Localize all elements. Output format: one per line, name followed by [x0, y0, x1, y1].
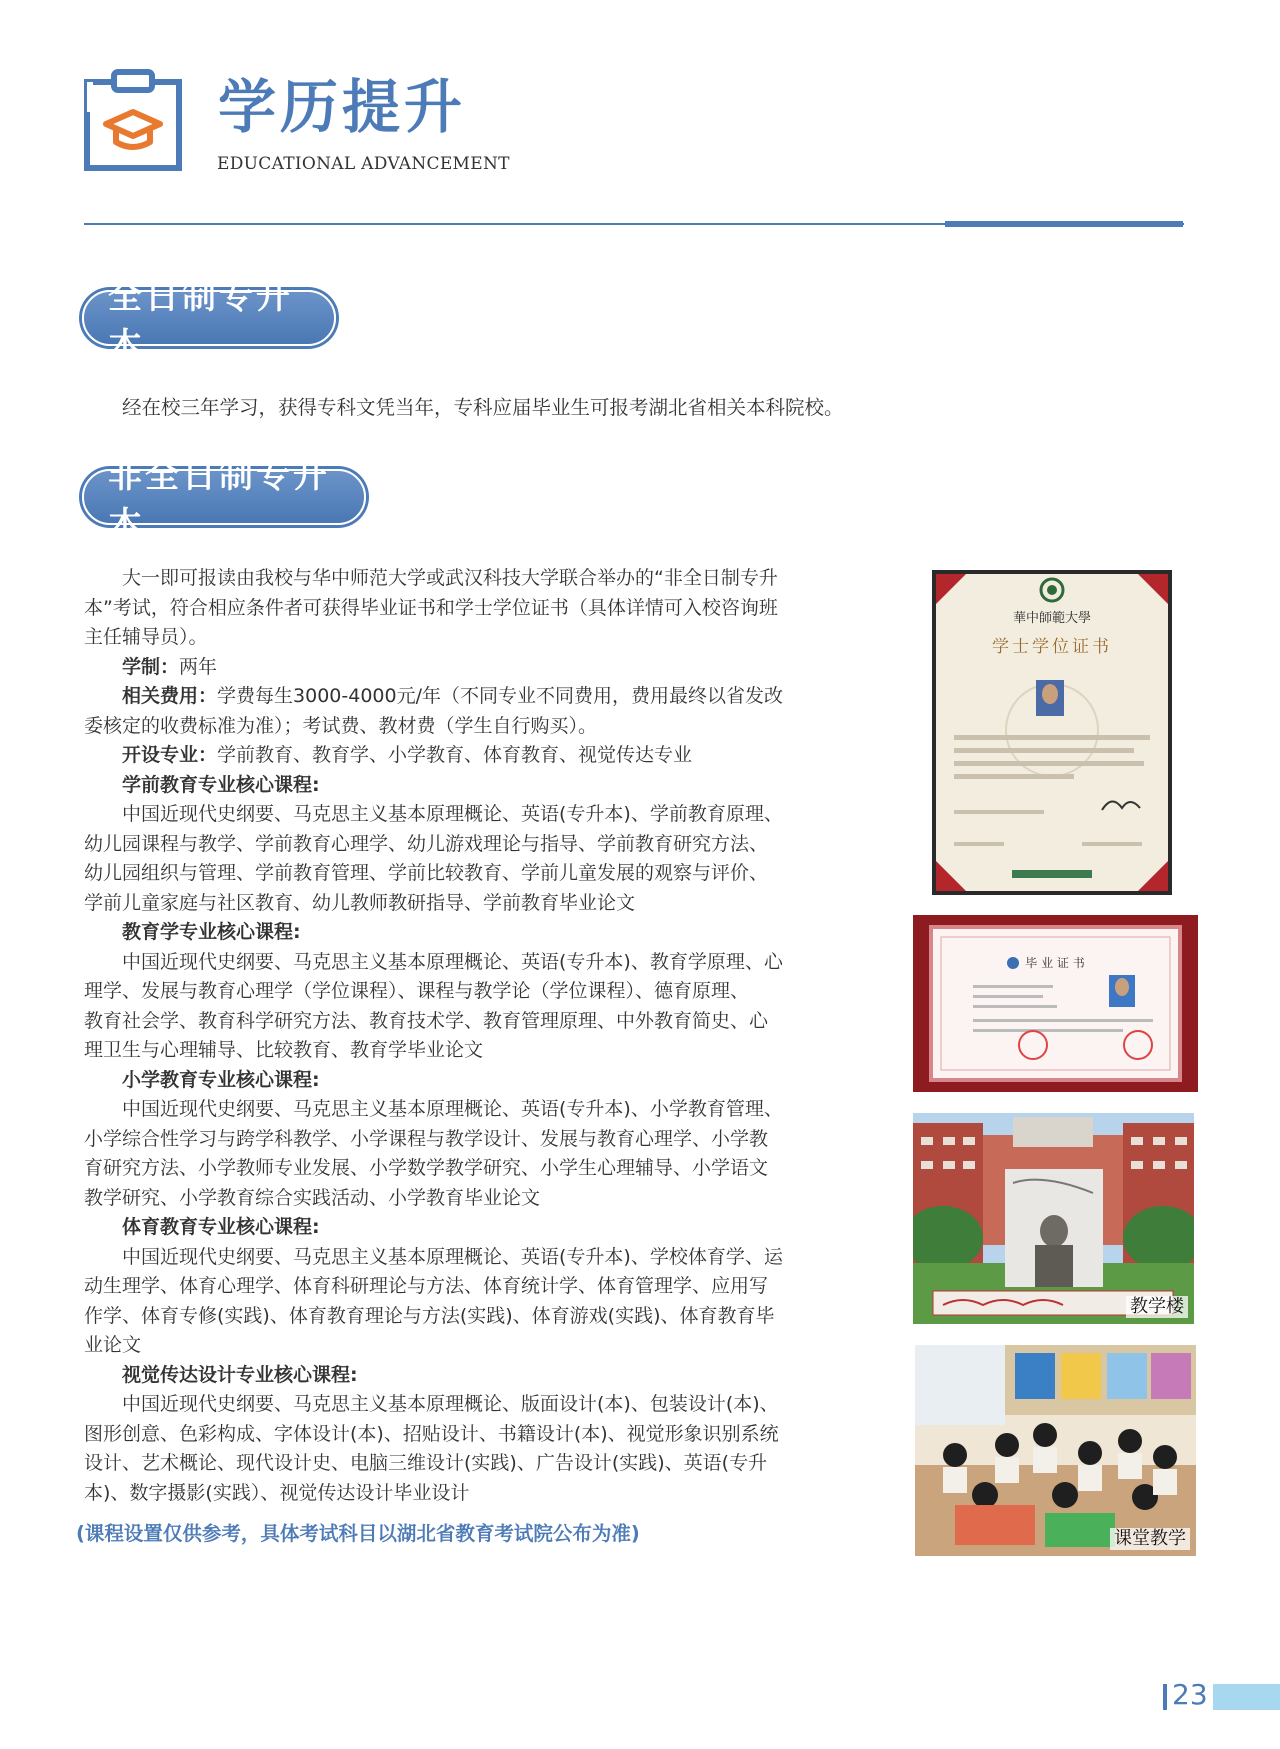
page-title: 学历提升 — [218, 73, 467, 141]
classroom-teaching-photo — [915, 1345, 1196, 1556]
duration-label: 学制： — [122, 655, 180, 678]
course-line: 动生理学、体育心理学、体育科研理论与方法、体育统计学、体育管理学、应用写 — [84, 1275, 769, 1297]
cert2-title: 毕 业 证 书 — [1025, 956, 1085, 970]
course-line: 教学研究、小学教育综合实践活动、小学教育毕业论文 — [84, 1186, 541, 1209]
page-number-bar — [1163, 1684, 1167, 1710]
course-line: 中国近现代史纲要、马克思主义基本原理概论、英语(专升本)、学前教育原理、 — [122, 803, 783, 825]
course-line: 本)、数字摄影(实践）、视觉传达设计毕业设计 — [84, 1481, 470, 1504]
course-heading: 小学教育专业核心课程: — [122, 1068, 320, 1091]
fee-row — [122, 682, 918, 712]
course-line: 幼儿园组织与管理、学前教育管理、学前比较教育、学前儿童发展的观察与评价、 — [84, 862, 769, 884]
course-heading: 教育学专业核心课程: — [122, 921, 301, 943]
header-divider-accent — [945, 221, 1183, 227]
course-line: 学前儿童家庭与社区教育、幼儿教师教研指导、学前教育毕业论文 — [84, 891, 636, 914]
course-disclaimer-note: (课程设置仅供参考，具体考试科目以湖北省教育考试院公布为准) — [76, 1522, 640, 1545]
degree-certificate-photo — [932, 570, 1172, 895]
duration-value: 两年 — [179, 655, 218, 678]
course-heading: 体育教育专业核心课程: — [122, 1216, 320, 1238]
course-line: 业论文 — [84, 1334, 142, 1356]
course-line: 中国近现代史纲要、马克思主义基本原理概论、英语(专升本)、教育学原理、心 — [122, 950, 783, 973]
course-heading: 学前教育专业核心课程: — [122, 773, 320, 796]
duration-row — [122, 653, 918, 683]
course-line: 设计、艺术概论、现代设计史、电脑三维设计(实践)、广告设计(实践)、英语(专升 — [84, 1452, 768, 1474]
teaching-building-photo — [913, 1113, 1194, 1324]
majors-value: 学前教育、教育学、小学教育、体育教育、视觉传达专业 — [217, 744, 693, 766]
page-subtitle: EDUCATIONAL ADVANCEMENT — [217, 154, 510, 174]
cert1-title: 学士学位证书 — [992, 637, 1112, 657]
graduation-certificate-photo — [913, 915, 1198, 1092]
course-line: 理学、发展与教育心理学（学位课程）、课程与教学论（学位课程）、德育原理、 — [84, 980, 750, 1002]
intro-line: 本”考试，符合相应条件者可获得毕业证书和学士学位证书（具体详情可入校咨询班 — [84, 596, 778, 619]
course-heading: 视觉传达设计专业核心课程: — [122, 1363, 358, 1386]
page-number: 23 — [1172, 1678, 1208, 1711]
cert1-university-name: 華中師範大學 — [1012, 611, 1092, 626]
course-line: 图形创意、色彩构成、字体设计(本)、招贴设计、书籍设计(本)、视觉形象识别系统 — [84, 1422, 779, 1445]
course-line: 育研究方法、小学教师专业发展、小学数学教学研究、小学生心理辅导、小学语文 — [84, 1157, 769, 1179]
course-line: 小学综合性学习与跨学科教学、小学课程与教学设计、发展与教育心理学、小学教 — [84, 1127, 769, 1150]
course-line: 中国近现代史纲要、马克思主义基本原理概论、英语(专升本)、小学教育管理、 — [122, 1098, 783, 1120]
classroom-teaching-caption: 课堂教学 — [1110, 1528, 1190, 1550]
course-line: 理卫生与心理辅导、比较教育、教育学毕业论文 — [84, 1039, 484, 1061]
course-line: 教育社会学、教育科学研究方法、教育技术学、教育管理原理、中外教育简史、心 — [84, 1009, 769, 1032]
section-pill-full-time: 全日制专升本 — [82, 290, 336, 346]
fee-value: 学费每生3000-4000元/年（不同专业不同费用，费用最终以省发改 — [217, 685, 783, 707]
intro-line: 主任辅导员）。 — [84, 626, 208, 648]
graduation-cap-clipboard-icon — [84, 68, 182, 172]
fee-line: 委核定的收费标准为准）；考试费、教材费（学生自行购买）。 — [84, 714, 598, 737]
course-line: 作学、体育专修(实践)、体育教育理论与方法(实践)、体育游戏(实践)、体育教育毕 — [84, 1304, 775, 1327]
fee-label: 相关费用： — [122, 685, 218, 707]
full-time-description: 经在校三年学习，获得专科文凭当年，专科应届毕业生可报考湖北省相关本科院校。 — [122, 396, 844, 419]
course-line: 幼儿园课程与教学、学前教育心理学、幼儿游戏理论与指导、学前教育研究方法、 — [84, 832, 769, 855]
majors-label: 开设专业： — [122, 744, 218, 766]
teaching-building-caption: 教学楼 — [1126, 1296, 1188, 1318]
section-pill-part-time: 非全日制专升本 — [82, 469, 366, 525]
course-line: 中国近现代史纲要、马克思主义基本原理概论、英语(专升本)、学校体育学、运 — [122, 1245, 783, 1268]
page-number-tab — [1213, 1684, 1280, 1710]
majors-row — [122, 741, 918, 771]
course-line: 中国近现代史纲要、马克思主义基本原理概论、版面设计(本)、包装设计(本)、 — [122, 1393, 779, 1415]
intro-line: 大一即可报读由我校与华中师范大学或武汉科技大学联合举办的“非全日制专升 — [122, 567, 778, 589]
